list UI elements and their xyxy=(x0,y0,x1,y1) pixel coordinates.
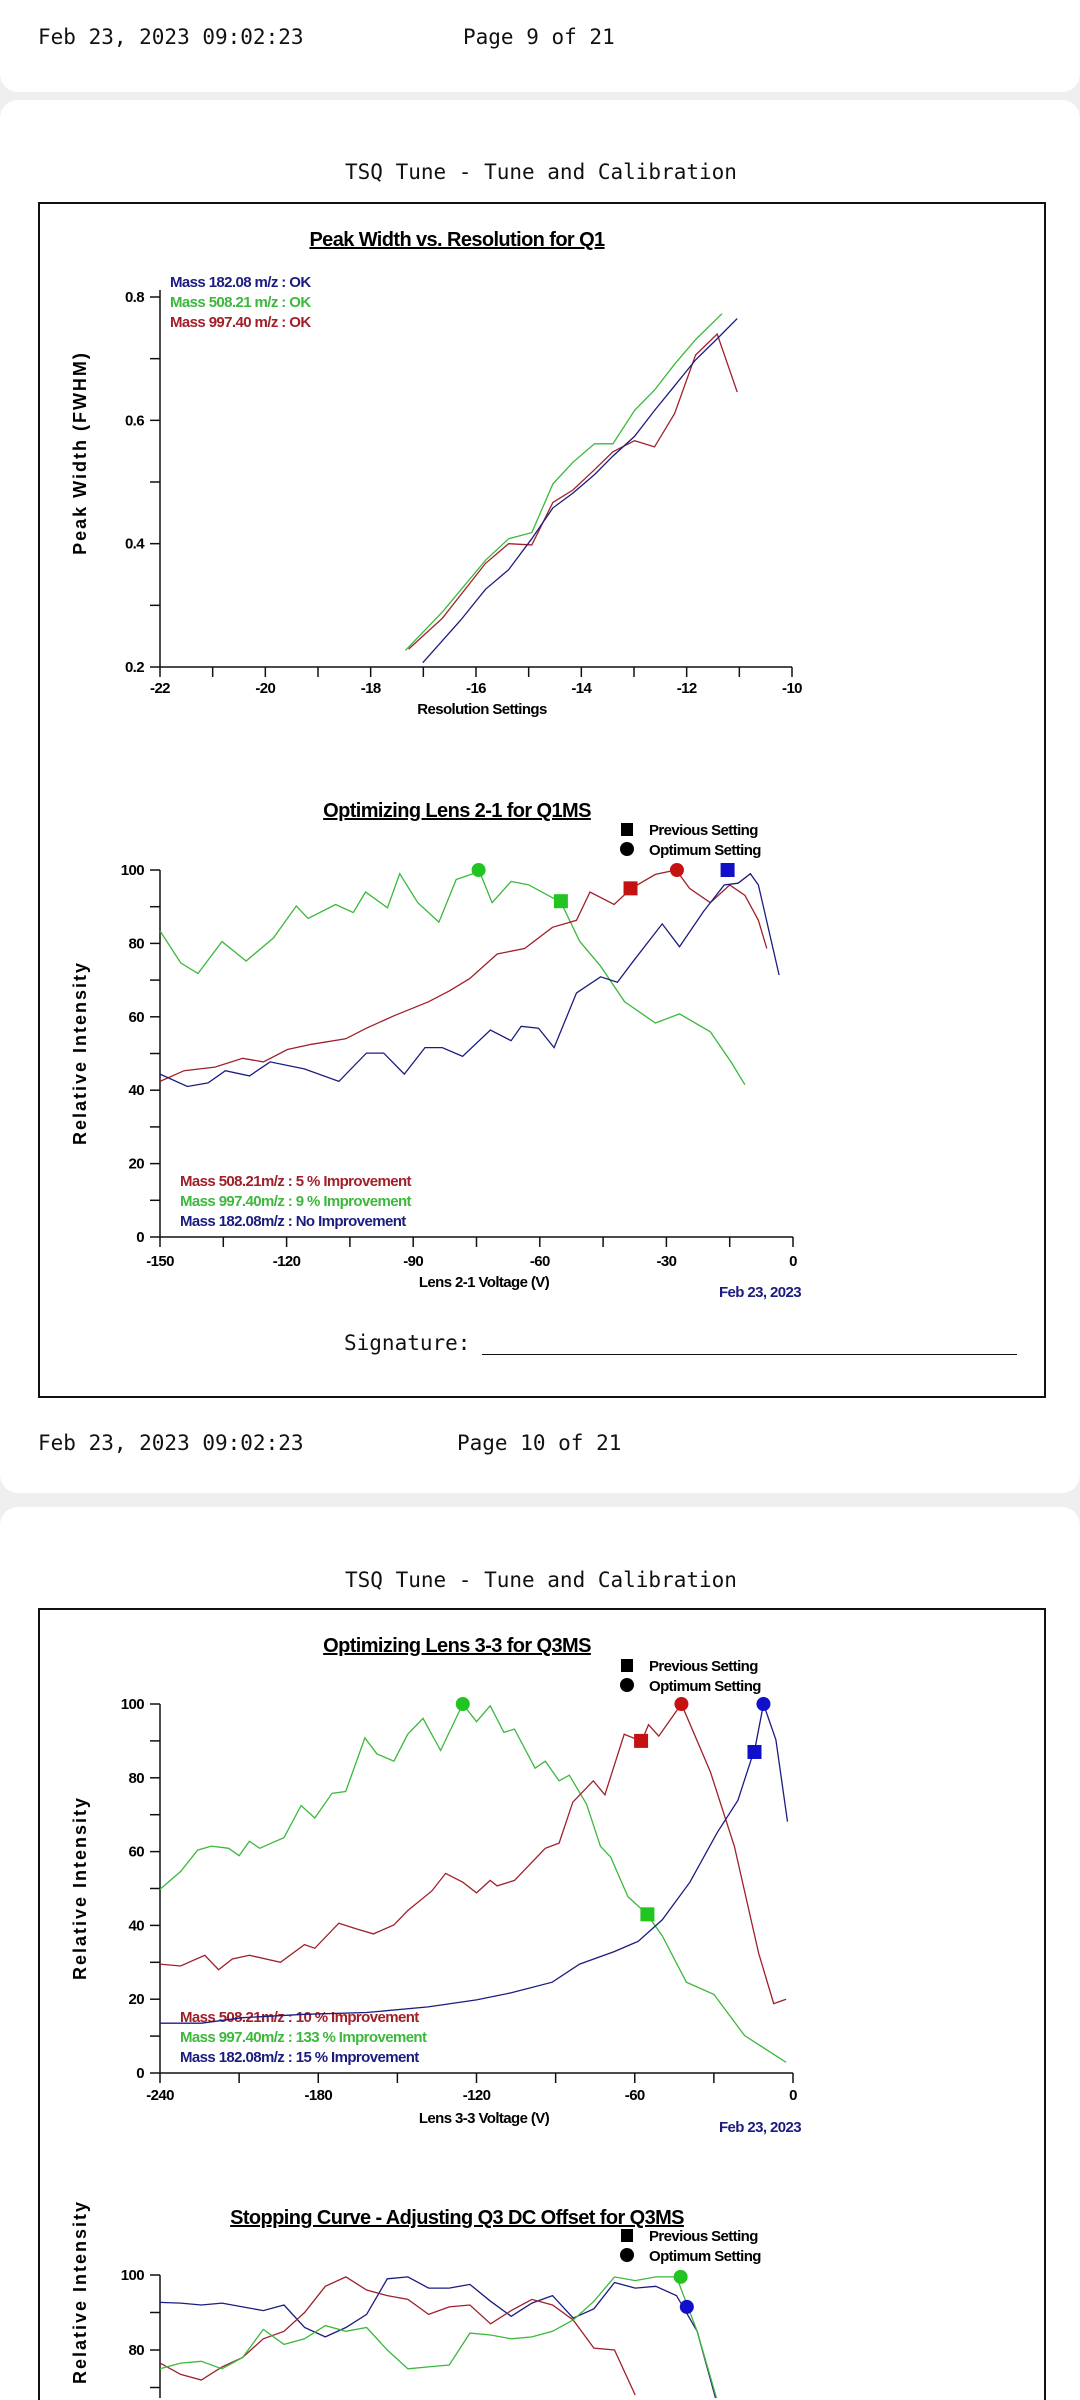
mass-status-note: Mass 182.08m/z : 15 % Improvement xyxy=(180,2049,419,2066)
x-tick-label: -120 xyxy=(272,1253,301,1270)
x-tick-label: -120 xyxy=(462,2087,491,2104)
chart-title: Stopping Curve - Adjusting Q3 DC Offset for Q3MS xyxy=(230,2207,684,2229)
mass-status-note: Mass 997.40m/z : 133 % Improvement xyxy=(180,2029,427,2046)
y-tick-label: 60 xyxy=(128,1008,144,1026)
y-tick-label: 0.2 xyxy=(124,659,144,676)
mass-status-note: Mass 182.08m/z : No Improvement xyxy=(180,1213,406,1230)
legend-previous-setting: Previous Setting xyxy=(649,822,758,839)
footer-date: Feb 23, 2023 09:02:23 xyxy=(38,1431,304,1455)
x-axis-label: Lens 2-1 Voltage (V) xyxy=(418,1274,550,1291)
report-page-11 xyxy=(0,1507,1080,2400)
legend-previous-setting: Previous Setting xyxy=(649,2228,758,2245)
y-tick-label: 0.8 xyxy=(124,289,144,306)
x-tick-label: -90 xyxy=(403,1253,424,1270)
signature-label: Signature: xyxy=(344,1331,471,1355)
footer-page-number: Page 9 of 21 xyxy=(463,25,615,49)
y-tick-label: 0.4 xyxy=(124,535,144,553)
x-tick-label: -10 xyxy=(782,680,802,697)
chart-date: Feb 23, 2023 xyxy=(718,1284,802,1301)
mass-status-note: Mass 182.08 m/z : OK xyxy=(170,274,311,291)
x-tick-label: -18 xyxy=(360,680,381,697)
footer-date: Feb 23, 2023 09:02:23 xyxy=(38,25,304,49)
y-tick-label: 0 xyxy=(136,2065,144,2082)
x-tick-label: -30 xyxy=(656,1253,677,1270)
x-tick-label: -22 xyxy=(150,680,170,697)
x-axis-label: Resolution Settings xyxy=(417,701,547,718)
footer-page-number: Page 10 of 21 xyxy=(457,1431,622,1455)
y-tick-label: 100 xyxy=(120,1696,144,1713)
chart-frame xyxy=(38,202,1046,1398)
y-axis-label: Relative Intensity xyxy=(70,1795,90,1981)
x-tick-label: -20 xyxy=(255,680,276,697)
y-tick-label: 80 xyxy=(128,2342,144,2359)
legend-previous-setting: Previous Setting xyxy=(649,1658,758,1675)
x-tick-label: -150 xyxy=(146,1253,174,1270)
y-axis-label: Peak Width (FWHM) xyxy=(70,351,90,555)
legend-optimum-setting: Optimum Setting xyxy=(649,2248,761,2265)
y-tick-label: 0.6 xyxy=(124,412,144,430)
chart-title: Optimizing Lens 2-1 for Q1MS xyxy=(323,800,591,822)
x-tick-label: -60 xyxy=(624,2087,645,2104)
y-tick-label: 80 xyxy=(128,935,144,953)
legend-optimum-setting: Optimum Setting xyxy=(649,1678,761,1695)
chart-title: Optimizing Lens 3-3 for Q3MS xyxy=(323,1635,591,1657)
y-tick-label: 40 xyxy=(128,1917,144,1935)
y-axis-label: Relative Intensity xyxy=(70,2199,90,2385)
report-header: TSQ Tune - Tune and Calibration xyxy=(345,1568,737,1592)
x-tick-label: -240 xyxy=(146,2087,174,2104)
legend-optimum-setting: Optimum Setting xyxy=(649,842,761,859)
y-tick-label: 40 xyxy=(128,1082,144,1100)
x-tick-label: -60 xyxy=(529,1253,550,1270)
x-tick-label: -16 xyxy=(466,680,486,697)
y-tick-label: 80 xyxy=(128,1769,144,1787)
mass-status-note: Mass 508.21m/z : 5 % Improvement xyxy=(180,1173,411,1190)
report-header: TSQ Tune - Tune and Calibration xyxy=(345,160,737,184)
mass-status-note: Mass 508.21 m/z : OK xyxy=(170,294,311,311)
x-tick-label: -14 xyxy=(571,680,592,697)
report-page-10 xyxy=(0,100,1080,1493)
mass-status-note: Mass 997.40 m/z : OK xyxy=(170,314,311,331)
x-tick-label: 0 xyxy=(789,1253,797,1270)
x-tick-label: 0 xyxy=(789,2087,797,2104)
y-tick-label: 100 xyxy=(120,862,144,879)
chart-date: Feb 23, 2023 xyxy=(718,2119,802,2136)
report-page-9-tail xyxy=(0,0,1080,92)
y-tick-label: 20 xyxy=(128,1155,144,1173)
y-tick-label: 60 xyxy=(128,1843,144,1861)
x-axis-label: Lens 3-3 Voltage (V) xyxy=(418,2110,550,2127)
mass-status-note: Mass 508.21m/z : 10 % Improvement xyxy=(180,2009,419,2026)
mass-status-note: Mass 997.40m/z : 9 % Improvement xyxy=(180,1193,411,1210)
chart-frame xyxy=(38,1608,1046,2400)
y-tick-label: 100 xyxy=(120,2267,144,2284)
y-tick-label: 0 xyxy=(136,1229,144,1246)
chart-title: Peak Width vs. Resolution for Q1 xyxy=(309,229,605,251)
signature-line xyxy=(482,1354,1017,1355)
y-tick-label: 20 xyxy=(128,1991,144,2009)
y-axis-label: Relative Intensity xyxy=(70,960,90,1146)
x-tick-label: -12 xyxy=(676,680,697,697)
x-tick-label: -180 xyxy=(304,2087,333,2104)
